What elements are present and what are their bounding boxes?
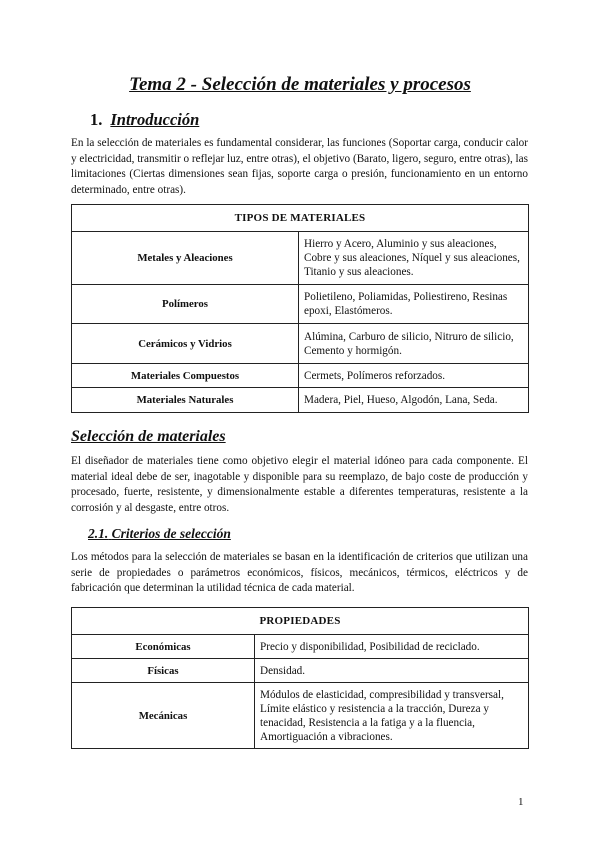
row-value: Densidad.	[255, 659, 529, 683]
table-row	[72, 388, 529, 413]
page-title: Tema 2 - Selección de materiales y procesos	[129, 74, 471, 95]
table-row	[72, 324, 529, 364]
row-value: Cermets, Polímeros reforzados.	[299, 364, 529, 388]
row-label: Materiales Naturales	[72, 388, 299, 413]
row-value: Módulos de elasticidad, compresibilidad y transversal, Límite elástico y resistencia a la tracción, Dureza y tenacidad, Resistencia a la fatiga y a la fluencia, Amortiguación a vibraciones.	[255, 683, 529, 749]
section-1-number: 1.	[90, 110, 103, 129]
row-value: Alúmina, Carburo de silicio, Nitruro de silicio, Cemento y hormigón.	[299, 324, 529, 364]
section-2-1-heading	[88, 526, 231, 542]
row-label: Mecánicas	[72, 683, 255, 749]
row-value: Hierro y Acero, Aluminio y sus aleaciones, Cobre y sus aleaciones, Níquel y sus aleaciones, Titanio y sus aleaciones.	[299, 232, 529, 285]
materials-table	[71, 204, 529, 413]
selection-paragraph: El diseñador de materiales tiene como objetivo elegir el material idóneo para cada componente. El material ideal debe de ser, inagotable y disponible para su reemplazo, de bajo coste de producción y procesado, fuerte, resistente, y dimensionalmente estable a diferentes temperaturas, resistente a la corrosión y al desgaste, entre otros.	[71, 455, 528, 514]
row-label: Cerámicos y Vidrios	[72, 324, 299, 364]
table-row	[72, 232, 529, 285]
criteria-paragraph: Los métodos para la selección de materiales se basan en la identificación de criterios que utilizan una serie de propiedades o parámetros económicos, físicos, mecánicos, térmicos, eléctricos y de fabricación que determinan la utilidad técnica de cada material.	[71, 551, 528, 594]
intro-paragraph: En la selección de materiales es fundamental considerar, las funciones (Soportar carga, conducir calor y electricidad, transmitir o reflejar luz, entre otras), el objetivo (Barato, ligero, seguro, entre otras), las limitaciones (Ciertas dimensiones sean fijas, soporte carga o presión, funcionamiento en un entorno determinado, entre otras).	[71, 137, 528, 196]
table-row	[72, 285, 529, 324]
row-label: Físicas	[72, 659, 255, 683]
table-row	[72, 659, 529, 683]
row-label: Metales y Aleaciones	[72, 232, 299, 285]
table-row	[72, 683, 529, 749]
row-value: Polietileno, Poliamidas, Poliestireno, Resinas epoxi, Elastómeros.	[299, 285, 529, 324]
properties-table	[71, 607, 529, 749]
section-2-heading: Selección de materiales	[71, 428, 226, 445]
table-row	[72, 364, 529, 388]
section-1-title: Introducción	[110, 110, 200, 129]
row-label: Económicas	[72, 635, 255, 659]
section-2-1-title: Criterios de selección	[111, 526, 231, 541]
table-row	[72, 635, 529, 659]
section-2-1-number: 2.1.	[88, 526, 109, 541]
row-value: Madera, Piel, Hueso, Algodón, Lana, Seda.	[299, 388, 529, 413]
materials-table-header: TIPOS DE MATERIALES	[72, 205, 529, 232]
row-label: Polímeros	[72, 285, 299, 324]
row-value: Precio y disponibilidad, Posibilidad de reciclado.	[255, 635, 529, 659]
properties-table-header: PROPIEDADES	[72, 608, 529, 635]
section-1-heading	[90, 110, 199, 130]
page-number: 1	[518, 796, 524, 808]
row-label: Materiales Compuestos	[72, 364, 299, 388]
